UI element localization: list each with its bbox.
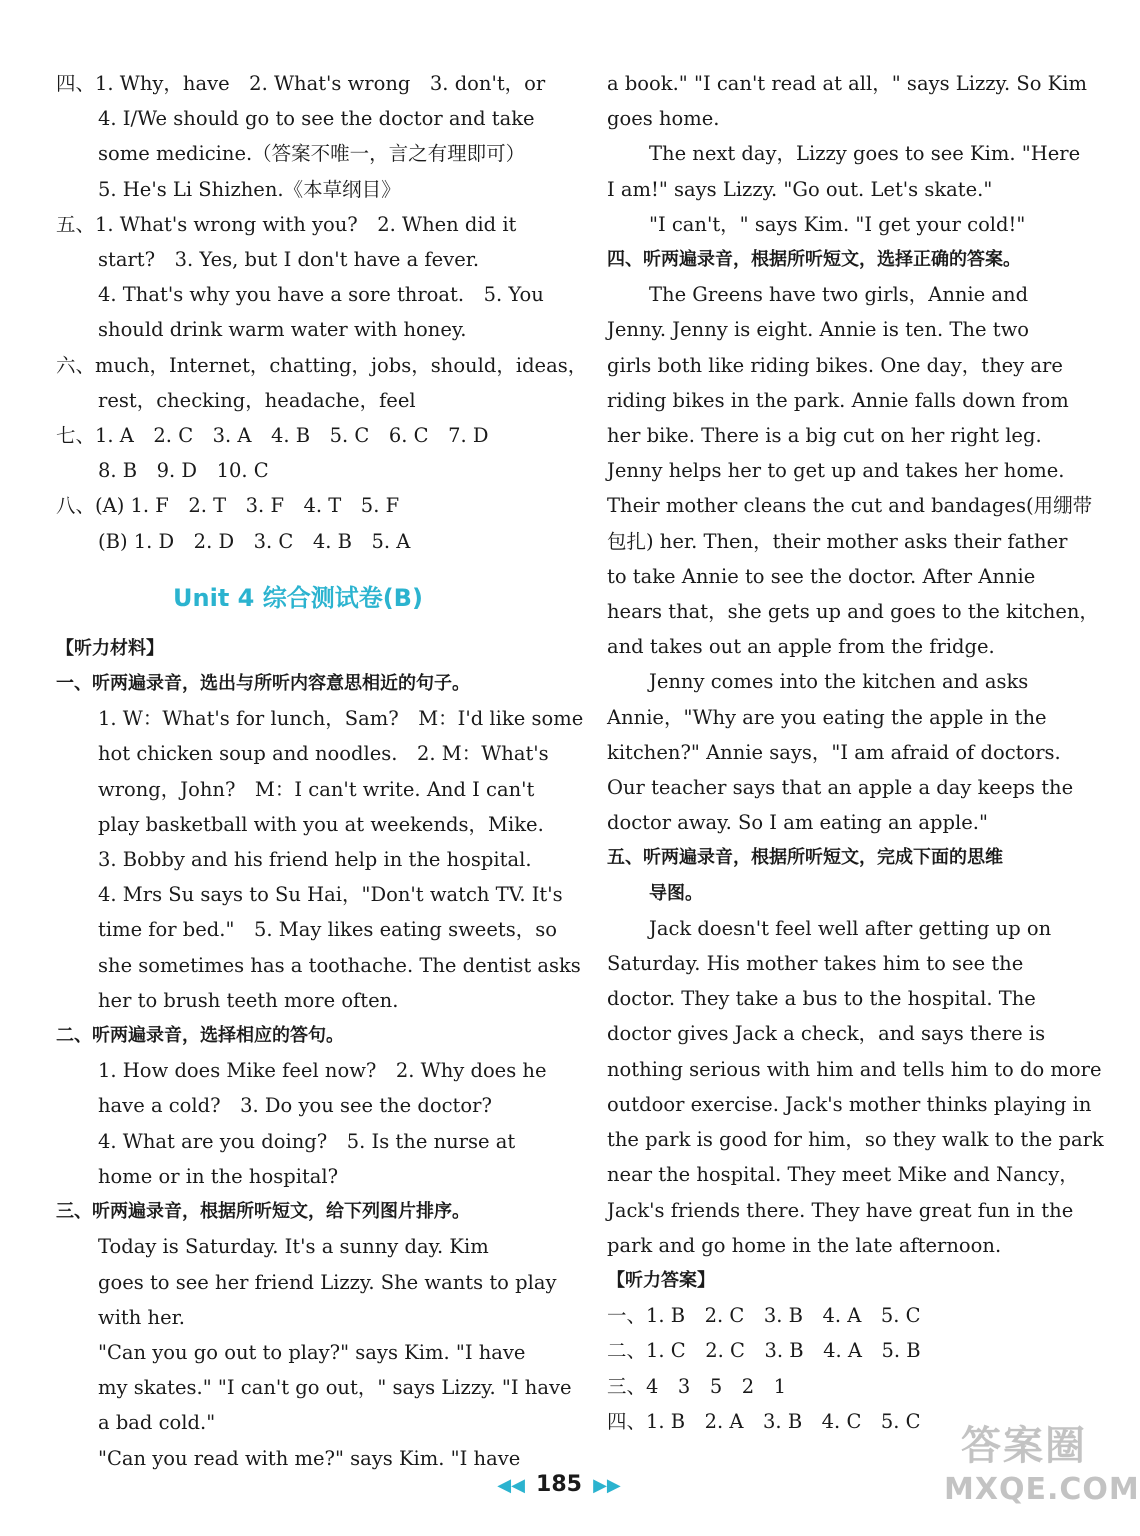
- paragraph-line: "Can you go out to play?" says Kim. "I have: [98, 1340, 526, 1364]
- text-line: 七、1. A 2. C 3. A 4. B 5. C 6. C 7. D: [56, 424, 489, 448]
- text-line: a book." "I can't read at all，" says Lizzy. So Kim: [607, 72, 1087, 95]
- text-line: goes home.: [607, 107, 720, 131]
- section-heading: 二、听两遍录音，选择相应的答句。: [56, 1025, 344, 1047]
- text-line: girls both like riding bikes. One day，they are: [607, 353, 1063, 377]
- text-line: home or in the hospital?: [98, 1164, 339, 1188]
- text-line: to take Annie to see the doctor. After Annie: [607, 564, 1036, 588]
- section-heading: 五、听两遍录音，根据所听短文，完成下面的思维: [607, 847, 1003, 869]
- text-line: should drink warm water with honey.: [98, 318, 467, 342]
- text-line: hot chicken soup and noodles. 2. M：What's: [98, 742, 549, 766]
- text-line: 4. That's why you have a sore throat. 5. You: [98, 283, 544, 307]
- text-line: I am!" says Lizzy. "Go out. Let's skate.": [607, 177, 993, 201]
- text-line: 5. He's Li Shizhen.《本草纲目》: [98, 177, 401, 201]
- text-line: kitchen?" Annie says，"I am afraid of doctors.: [607, 740, 1061, 764]
- section-heading: 四、听两遍录音，根据所听短文，选择正确的答案。: [607, 249, 1021, 271]
- text-line: 三、4 3 5 2 1: [607, 1374, 787, 1398]
- text-line: her to brush teeth more often.: [98, 988, 399, 1012]
- page-number: 185: [536, 1472, 582, 1497]
- section-title: Unit 4 综合测试卷(B): [173, 583, 423, 612]
- text-line: play basketball with you at weekends，Mike.: [98, 812, 544, 836]
- paragraph-line: Jack doesn't feel well after getting up on: [649, 916, 1052, 940]
- text-line: wrong，John? M：I can't write. And I can't: [98, 777, 535, 801]
- paragraph-line: The Greens have two girls，Annie and: [649, 283, 1029, 307]
- text-line: Jenny helps her to get up and takes her home.: [607, 459, 1065, 483]
- text-line: Jenny. Jenny is eight. Annie is ten. The two: [607, 318, 1030, 342]
- text-line: goes to see her friend Lizzy. She wants to play: [98, 1270, 557, 1294]
- text-line: have a cold? 3. Do you see the doctor?: [98, 1094, 492, 1118]
- text-line: my skates." "I can't go out，" says Lizzy. "I have: [98, 1376, 572, 1400]
- paragraph-line: "I can't，" says Kim. "I get your cold!": [649, 212, 1026, 236]
- text-line: 1. How does Mike feel now? 2. Why does he: [98, 1059, 547, 1083]
- text-line: 八、(A) 1. F 2. T 3. F 4. T 5. F: [56, 494, 400, 518]
- text-line: doctor. They take a bus to the hospital. The: [607, 987, 1036, 1011]
- text-line: Our teacher says that an apple a day keeps the: [607, 776, 1074, 800]
- next-arrow-icon: ▶▶: [593, 1475, 621, 1496]
- text-line: 二、1. C 2. C 3. B 4. A 5. B: [607, 1339, 921, 1363]
- section-heading: 【听力答案】: [607, 1269, 715, 1291]
- prev-arrow-icon: ◀◀: [497, 1475, 525, 1496]
- text-line: and takes out an apple from the fridge.: [607, 635, 995, 659]
- section-heading: 【听力材料】: [56, 637, 164, 659]
- text-line: Annie，"Why are you eating the apple in the: [607, 705, 1047, 729]
- paragraph-line: "Can you read with me?" says Kim. "I have: [98, 1446, 521, 1470]
- text-line: time for bed." 5. May likes eating sweets，so: [98, 918, 557, 942]
- text-line: Their mother cleans the cut and bandages(用绷带: [607, 494, 1093, 518]
- watermark-en: MXQE.COM: [944, 1472, 1140, 1507]
- text-line: her bike. There is a big cut on her right leg.: [607, 424, 1042, 448]
- text-line: 六、much，Internet，chatting，jobs，should，ideas，: [56, 353, 588, 377]
- paragraph-line: The next day，Lizzy goes to see Kim. "Here: [649, 142, 1081, 166]
- text-line: 一、1. B 2. C 3. B 4. A 5. C: [607, 1304, 921, 1328]
- text-line: doctor away. So I am eating an apple.": [607, 811, 988, 835]
- text-line: 3. Bobby and his friend help in the hospital.: [98, 848, 532, 872]
- watermark-logo: [944, 1420, 1140, 1508]
- text-line: 四、1. B 2. A 3. B 4. C 5. C: [607, 1409, 921, 1433]
- right-column: [607, 66, 1104, 1439]
- text-line: near the hospital. They meet Mike and Nancy，: [607, 1163, 1079, 1187]
- text-line: 四、1. Why，have 2. What's wrong 3. don't，or: [56, 72, 546, 95]
- text-line: nothing serious with him and tells him to do more: [607, 1057, 1102, 1081]
- text-line: some medicine.（答案不唯一，言之有理即可）: [98, 142, 526, 166]
- section-heading: 三、听两遍录音，根据所听短文，给下列图片排序。: [56, 1201, 470, 1223]
- text-line: outdoor exercise. Jack's mother thinks playing in: [607, 1092, 1092, 1116]
- text-line: 五、1. What's wrong with you? 2. When did it: [56, 212, 517, 236]
- left-column: [56, 66, 588, 1476]
- section-heading: 导图。: [649, 882, 703, 904]
- text-line: 包扎) her. Then，their mother asks their father: [607, 529, 1068, 553]
- section-heading: 一、听两遍录音，选出与所听内容意思相近的句子。: [56, 673, 470, 695]
- text-line: 1. W：What's for lunch，Sam? M：I'd like some: [98, 707, 584, 731]
- text-line: she sometimes has a toothache. The dentist asks: [98, 953, 581, 977]
- text-line: rest，checking，headache，feel: [98, 388, 416, 412]
- text-line: 4. I/We should go to see the doctor and take: [98, 107, 535, 131]
- text-line: a bad cold.": [98, 1411, 216, 1435]
- text-line: Saturday. His mother takes him to see the: [607, 952, 1024, 976]
- paragraph-line: Jenny comes into the kitchen and asks: [649, 670, 1029, 694]
- text-line: (B) 1. D 2. D 3. C 4. B 5. A: [98, 529, 411, 553]
- text-line: Jack's friends there. They have great fun in the: [607, 1198, 1074, 1222]
- paragraph-line: Today is Saturday. It's a sunny day. Kim: [98, 1235, 489, 1259]
- text-line: with her.: [98, 1305, 185, 1329]
- text-line: hears that，she gets up and goes to the kitchen，: [607, 600, 1099, 624]
- text-line: park and go home in the late afternoon.: [607, 1233, 1002, 1257]
- text-line: the park is good for him，so they walk to the park: [607, 1128, 1104, 1152]
- text-line: 4. Mrs Su says to Su Hai，"Don't watch TV. It's: [98, 883, 563, 907]
- text-line: start? 3. Yes, but I don't have a fever.: [98, 248, 480, 272]
- text-line: 4. What are you doing? 5. Is the nurse at: [98, 1129, 516, 1153]
- watermark-cn: 答案圈: [961, 1423, 1087, 1469]
- text-line: riding bikes in the park. Annie falls down from: [607, 388, 1069, 412]
- text-line: 8. B 9. D 10. C: [98, 459, 269, 483]
- text-line: doctor gives Jack a check，and says there is: [607, 1022, 1046, 1046]
